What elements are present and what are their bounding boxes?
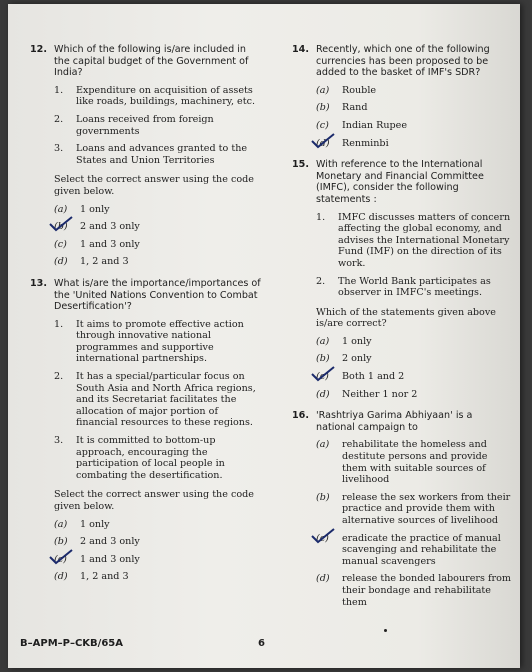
option-a[interactable]: [54, 204, 262, 216]
right-column: [292, 44, 512, 618]
option-b[interactable]: [54, 536, 262, 548]
answer-instruction: Select the correct answer using the code given below.: [54, 489, 254, 512]
option-text: 1 only: [80, 518, 110, 530]
statement-number: 1.: [54, 318, 64, 330]
option-text: release the sex workers from their practice and provide them with alternative sources of livelihood: [342, 491, 511, 526]
option-c[interactable]: [316, 120, 512, 132]
option-text: Renminbi: [342, 137, 389, 149]
question-number: 14.: [292, 44, 309, 55]
option-b[interactable]: [54, 221, 262, 233]
booklet-code: B–APM–P–CKB/65A: [20, 638, 123, 649]
checkmark-icon: [310, 132, 336, 152]
ink-dot: [384, 629, 387, 632]
option-label: (b): [316, 491, 330, 503]
option-text: Rand: [342, 102, 368, 114]
checkmark-icon: [48, 548, 74, 568]
question-15: [292, 159, 512, 400]
option-label: (b): [316, 102, 330, 114]
option-label: (d): [316, 388, 330, 400]
option-text: Indian Rupee: [342, 119, 408, 131]
option-label: (a): [54, 518, 68, 530]
question-number: 12.: [30, 44, 47, 55]
option-label: (a): [54, 203, 68, 215]
statement: [54, 143, 262, 166]
option-b[interactable]: [316, 492, 512, 527]
option-d[interactable]: [316, 389, 512, 401]
statement-text: Expenditure on acquisition of assets like roads, buildings, machinery, etc.: [76, 84, 256, 108]
option-b[interactable]: [316, 102, 512, 114]
option-text: Both 1 and 2: [342, 371, 405, 383]
statement: [54, 435, 262, 481]
statement-text: Loans received from foreign governments: [76, 113, 214, 137]
statement-number: 3.: [54, 143, 64, 155]
statement: [316, 212, 512, 270]
option-b[interactable]: [316, 353, 512, 365]
option-label: (b): [54, 536, 68, 548]
statement-text: The World Bank participates as observer in IMFC's meetings.: [338, 275, 491, 299]
option-label: (b): [316, 353, 330, 365]
option-text: 1 only: [342, 335, 372, 347]
option-a[interactable]: [316, 85, 512, 97]
question-number: 16.: [292, 410, 309, 422]
option-text: rehabilitate the homeless and destitute persons and provide them with suitable sources of livelihood: [342, 439, 488, 486]
option-text: 1 and 3 only: [80, 553, 140, 565]
option-text: release the bonded labourers from their bondage and rehabilitate them: [342, 573, 511, 608]
option-label: (c): [54, 553, 67, 565]
option-label: (c): [54, 238, 67, 250]
question-number: 13.: [30, 277, 47, 289]
checkmark-icon: [310, 365, 336, 385]
statement-number: 3.: [54, 435, 64, 447]
question-text: With reference to the International Monetary and Financial Committee (IMFC), consider the following statements :: [316, 159, 484, 205]
question-text: 'Rashtriya Garima Abhiyaan' is a national campaign to: [316, 410, 473, 433]
option-text: 1 only: [80, 203, 110, 215]
option-text: 1, 2 and 3: [80, 571, 129, 583]
statement-number: 1.: [54, 84, 64, 96]
option-d[interactable]: [316, 138, 512, 150]
statement-number: 2.: [54, 371, 64, 383]
statement-text: IMFC discusses matters of concern affecting the global economy, and advises the International Monetary Fund (IMF) on the direction of its work.: [338, 211, 511, 269]
option-text: eradicate the practice of manual scavenging and rehabilitate the manual scavengers: [342, 532, 501, 567]
option-label: (d): [316, 573, 330, 585]
option-label: (c): [316, 371, 329, 383]
statement-text: It is committed to bottom-up approach, encouraging the participation of local people in combating the desertification.: [76, 435, 225, 481]
option-label: (c): [316, 119, 329, 131]
statement-number: 2.: [316, 275, 326, 287]
option-label: (d): [316, 137, 330, 149]
left-column: [30, 44, 262, 593]
checkmark-icon: [48, 215, 74, 235]
question-text: Recently, which one of the following currencies has been proposed to be added to the basket of IMF's SDR?: [316, 44, 490, 79]
option-text: 2 and 3 only: [80, 221, 140, 233]
option-d[interactable]: [316, 573, 512, 608]
question-14: [292, 44, 512, 149]
option-text: 2 only: [342, 353, 372, 365]
option-c[interactable]: [54, 239, 262, 251]
option-text: 1 and 3 only: [80, 238, 140, 250]
statement-number: 1.: [316, 211, 326, 223]
answer-instruction: Which of the statements given above is/are correct?: [316, 306, 496, 330]
statement: [316, 276, 512, 299]
question-paper-page: [8, 4, 520, 668]
statement-text: It has a special/particular focus on South Asia and North Africa regions, and its Secretariat facilitates the allocation of major portion of financial resources to these regions.: [76, 371, 256, 429]
option-d[interactable]: [54, 571, 262, 583]
option-a[interactable]: [54, 519, 262, 531]
question-13: [30, 278, 262, 583]
option-a[interactable]: [316, 336, 512, 348]
option-label: (d): [54, 256, 68, 268]
option-d[interactable]: [54, 256, 262, 268]
statement-text: Loans and advances granted to the States and Union Territories: [76, 143, 248, 166]
option-label: (a): [316, 84, 330, 96]
option-label: (a): [316, 335, 330, 347]
page-number: 6: [258, 638, 265, 649]
checkmark-icon: [310, 527, 336, 547]
question-text: What is/are the importance/importances of the 'United Nations Convention to Combat Desertification'?: [54, 277, 261, 313]
option-text: Neither 1 nor 2: [342, 388, 418, 400]
option-text: 2 and 3 only: [80, 536, 140, 548]
answer-instruction: Select the correct answer using the code given below.: [54, 174, 254, 197]
statement: [54, 114, 262, 137]
option-label: (a): [316, 439, 330, 451]
option-label: (c): [316, 532, 329, 544]
option-a[interactable]: [316, 439, 512, 485]
option-text: Rouble: [342, 84, 377, 96]
question-number: 15.: [292, 159, 309, 171]
question-16: [292, 410, 512, 608]
statement: [54, 85, 262, 108]
statement-number: 2.: [54, 113, 64, 125]
option-text: 1, 2 and 3: [80, 256, 129, 268]
question-text: Which of the following is/are included in the capital budget of the Government of India?: [54, 44, 249, 79]
statement: [54, 319, 262, 365]
option-c[interactable]: [54, 554, 262, 566]
option-label: (d): [54, 571, 68, 583]
option-c[interactable]: [316, 371, 512, 383]
option-c[interactable]: [316, 533, 512, 568]
option-label: (b): [54, 221, 68, 233]
statement-text: It aims to promote effective action through innovative national programmes and supportive international partnerships.: [76, 318, 244, 365]
question-12: [30, 44, 262, 268]
statement: [54, 371, 262, 429]
